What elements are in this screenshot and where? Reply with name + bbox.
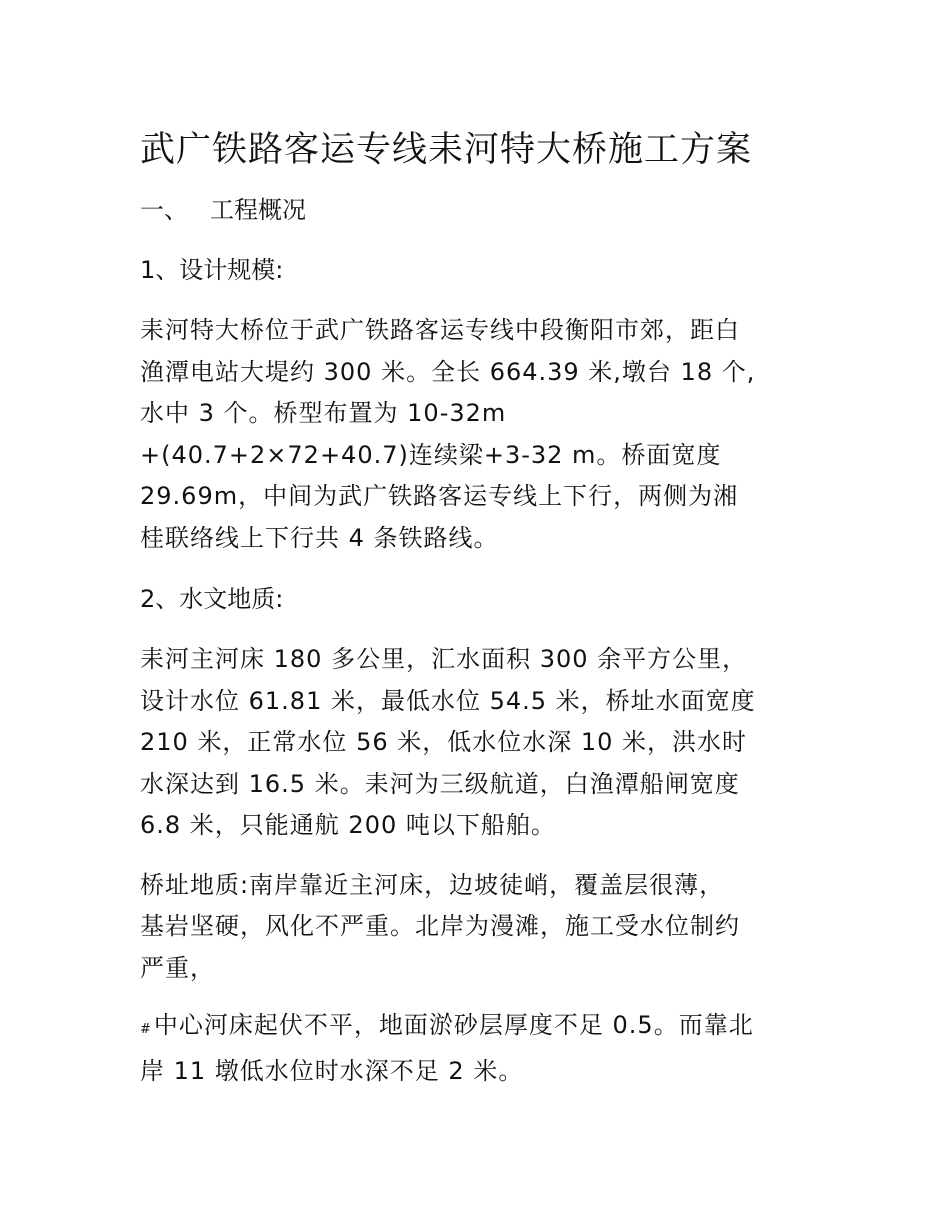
text-line: 严重， [140,953,215,982]
text-line [140,1005,820,1051]
section-heading-engineering-overview [140,190,820,230]
text-line: 29.69m，中间为武广铁路客运专线上下行，两侧为湘 [140,482,739,510]
text-line: 水中 3 个。桥型布置为 10-32m [140,399,507,427]
subsection-heading-design-scale: 1、设计规模: [140,256,284,284]
text-line: 基岩坚硬，风化不严重。北岸为漫滩，施工受水位制约 [140,912,740,940]
document-title: 武广铁路客运专线耒河特大桥施工方案 [140,130,753,170]
paragraph-hydrogeology [140,639,820,847]
text-line: 耒河主河床 180 多公里，汇水面积 300 余平方公里， [140,645,748,673]
text-line: 耒河特大桥位于武广铁路客运专线中段衡阳市郊，距白 [140,316,740,344]
section-label: 工程概况 [210,196,306,224]
paragraph-design-scale [140,310,820,559]
text-line: 水深达到 16.5 米。耒河为三级航道，白渔潭船闸宽度 [140,769,740,798]
text-line: 设计水位 61.81 米，最低水位 54.5 米，桥址水面宽度 [140,686,756,715]
hash-mark: # [140,1022,152,1037]
document-page [140,120,820,1092]
text-line: 岸 11 墩低水位时水深不足 2 米。 [140,1056,524,1085]
text-line: 210 米，正常水位 56 米，低水位水深 10 米，洪水时 [140,728,748,756]
subsection-heading-hydrogeology: 2、水文地质: [140,585,284,613]
text-line-content: 中心河床起伏不平，地面淤砂层厚度不足 0.5。而靠北 [153,1011,754,1039]
text-line: 桂联络线上下行共 4 条铁路线。 [140,523,499,552]
paragraph-riverbed [140,1005,820,1092]
text-line: 渔潭电站大堤约 300 米。全长 664.39 米,墩台 18 个, [140,357,756,386]
text-line: +(40.7+2×72+40.7)连续梁+3-32 m。桥面宽度 [140,440,722,469]
text-line: 桥址地质:南岸靠近主河床，边坡徒峭，覆盖层很薄， [140,870,725,899]
text-line: 6.8 米，只能通航 200 吨以下船舶。 [140,811,556,839]
section-number: 一、 [140,196,188,224]
paragraph-bridge-site-geology [140,865,820,990]
